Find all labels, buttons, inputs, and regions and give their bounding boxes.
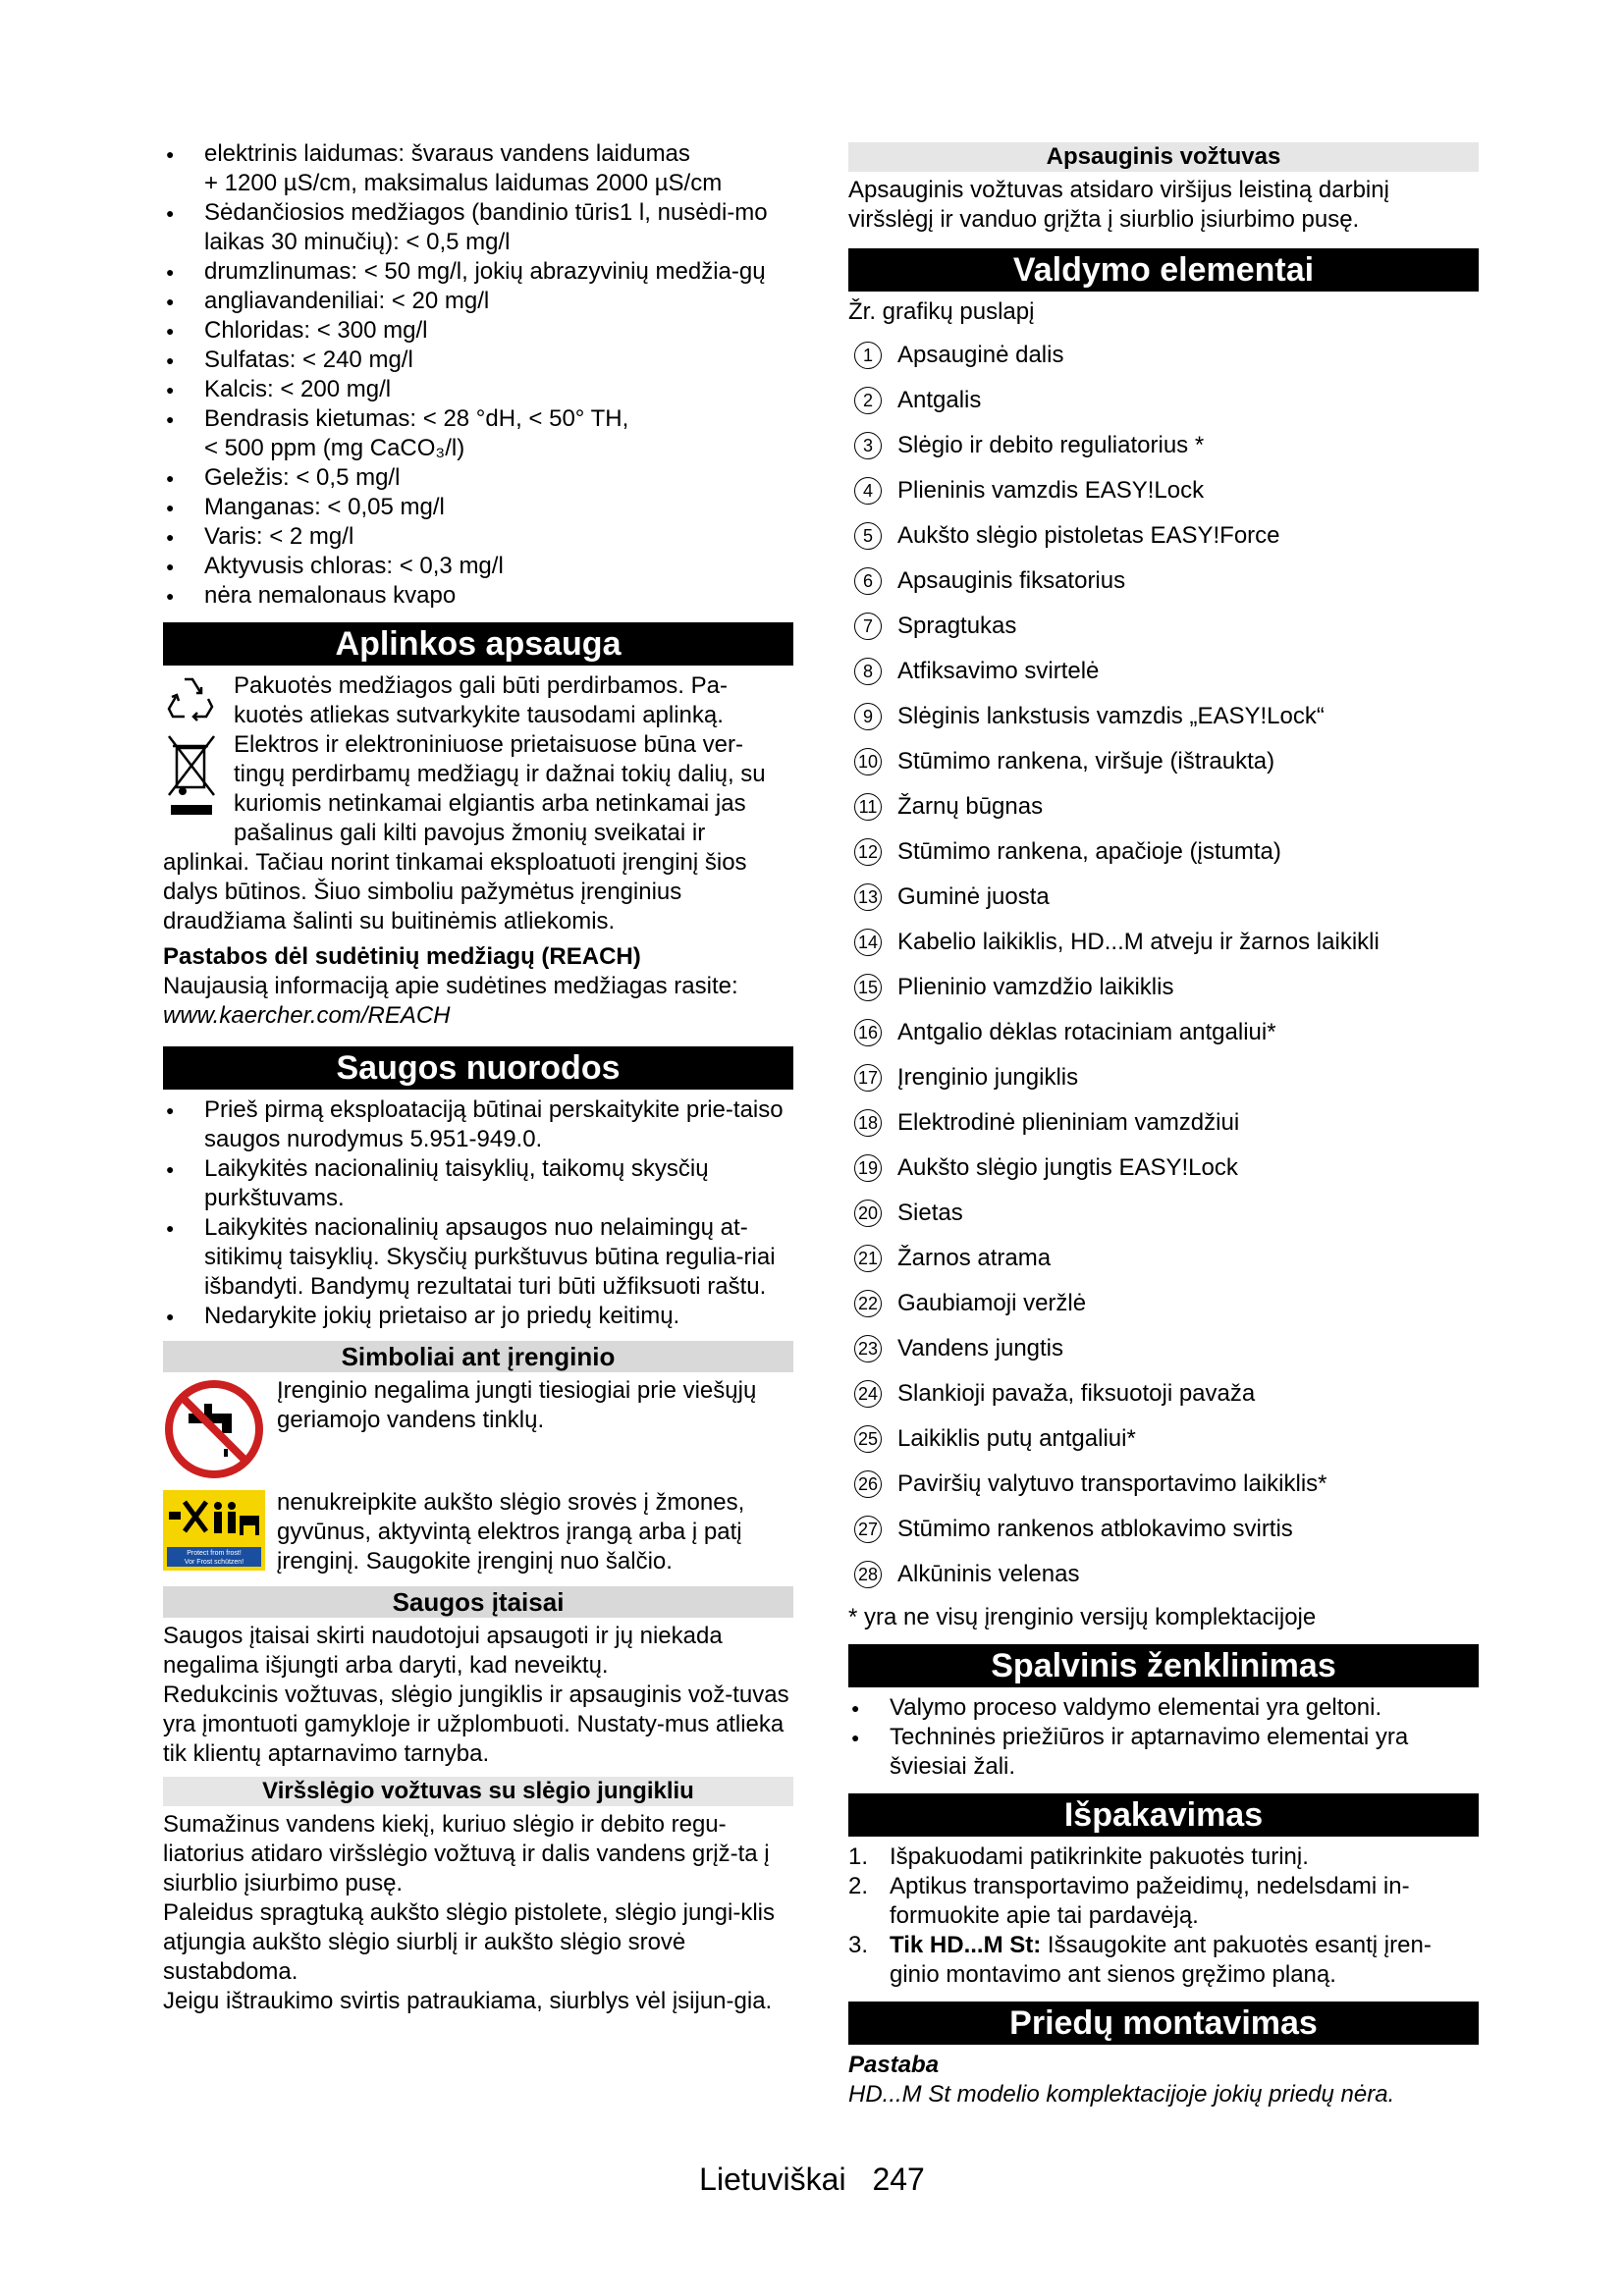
safety-item: ● Prieš pirmą eksploataciją būtinai perskaitykite prie-taiso saugos nurodymus 5.951-949.0. bbox=[163, 1095, 793, 1154]
callout-number: 25 bbox=[854, 1425, 882, 1453]
control-label: Aukšto slėgio jungtis EASY!Lock bbox=[897, 1154, 1238, 1181]
control-item bbox=[848, 1515, 1479, 1544]
callout-number: 17 bbox=[854, 1064, 882, 1092]
spec-item: ● Bendrasis kietumas: < 28 °dH, < 50° TH, < 500 ppm (mg CaCO₃/l) bbox=[163, 404, 793, 463]
heading-color-coding: Spalvinis ženklinimas bbox=[848, 1644, 1479, 1687]
no-tap-icon bbox=[163, 1378, 265, 1488]
control-label: Antgalis bbox=[897, 387, 982, 413]
callout-number: 7 bbox=[854, 613, 882, 640]
control-item bbox=[848, 341, 1479, 370]
callout-number: 12 bbox=[854, 838, 882, 866]
control-item bbox=[848, 657, 1479, 686]
safety-item: ● Laikykitės nacionalinių taisyklių, taikomų skysčių purkštuvams. bbox=[163, 1154, 793, 1213]
unpack-list bbox=[848, 1842, 1479, 1990]
reach-text: Naujausią informaciją apie sudėtines medžiagas rasite: bbox=[163, 973, 738, 999]
step-number: 2. bbox=[848, 1873, 869, 1899]
control-label: Žarnų būgnas bbox=[897, 793, 1044, 820]
control-item bbox=[848, 792, 1479, 822]
controls-list bbox=[848, 341, 1479, 1589]
control-item bbox=[848, 1153, 1479, 1183]
recycle-icon bbox=[163, 673, 220, 732]
callout-number: 13 bbox=[854, 883, 882, 911]
callout-number: 21 bbox=[854, 1245, 882, 1272]
control-item bbox=[848, 973, 1479, 1002]
heading-controls: Valdymo elementai bbox=[848, 248, 1479, 292]
control-label: Plieninis vamzdis EASY!Lock bbox=[897, 477, 1205, 504]
safety-item: ● Laikykitės nacionalinių apsaugos nuo nelaimingų at-sitikimų taisyklių. Skysčių purkštuvus būtina regulia-riai išbandyti. Bandymų rezultatai turi būti užfiksuoti raštu. bbox=[163, 1213, 793, 1302]
control-label: Spragtukas bbox=[897, 613, 1017, 639]
control-item bbox=[848, 837, 1479, 867]
unpack-step bbox=[848, 1842, 1479, 1872]
control-label: Stūmimo rankena, apačioje (įstumta) bbox=[897, 838, 1281, 865]
safety-item: ● Nedarykite jokių prietaiso ar jo priedų keitimų. bbox=[163, 1302, 793, 1331]
heading-safety-devices: Saugos įtaisai bbox=[163, 1586, 793, 1618]
recycle-block bbox=[163, 671, 793, 730]
callout-number: 15 bbox=[854, 974, 882, 1001]
control-label: Antgalio dėklas rotaciniam antgaliui* bbox=[897, 1019, 1276, 1045]
controls-footnote: * yra ne visų įrenginio versijų komplektacijoje bbox=[848, 1604, 1317, 1630]
callout-number: 24 bbox=[854, 1380, 882, 1408]
spec-item: ● Sėdančiosios medžiagos (bandinio tūris1 l, nusėdi-mo laikas 30 minučių): < 0,5 mg/l bbox=[163, 198, 793, 257]
control-label: Plieninio vamzdžio laikiklis bbox=[897, 974, 1174, 1000]
heading-unpacking: Išpakavimas bbox=[848, 1793, 1479, 1837]
valve-text: Apsauginis vožtuvas atsidaro viršijus leistiną darbinį viršslėgį ir vanduo grįžta į siurblio įsiurbimo pusę. bbox=[848, 177, 1389, 233]
left-column bbox=[163, 139, 793, 2016]
footer-language: Lietuviškai bbox=[699, 2162, 846, 2197]
control-item bbox=[848, 1469, 1479, 1499]
control-label: Elektrodinė plieniniam vamzdžiui bbox=[897, 1109, 1240, 1136]
crossed-bin-icon bbox=[163, 732, 220, 827]
control-label: Stūmimo rankena, viršuje (ištraukta) bbox=[897, 748, 1275, 774]
callout-number: 6 bbox=[854, 567, 882, 595]
control-item bbox=[848, 612, 1479, 641]
color-list bbox=[848, 1693, 1479, 1782]
control-item bbox=[848, 747, 1479, 776]
control-label: Sietas bbox=[897, 1200, 963, 1226]
unpack-step bbox=[848, 1931, 1479, 1990]
callout-number: 20 bbox=[854, 1200, 882, 1227]
heading-symbols: Simboliai ant įrenginio bbox=[163, 1341, 793, 1372]
callout-number: 8 bbox=[854, 658, 882, 685]
callout-number: 9 bbox=[854, 703, 882, 730]
control-label: Įrenginio jungiklis bbox=[897, 1064, 1079, 1091]
symbol-do-not-spray bbox=[163, 1488, 793, 1576]
callout-number: 28 bbox=[854, 1561, 882, 1588]
control-label: Slėginis lankstusis vamzdis „EASY!Lock“ bbox=[897, 703, 1325, 729]
spec-item: ● drumzlinumas: < 50 mg/l, jokių abrazyvinių medžia-gų bbox=[163, 257, 793, 287]
right-column bbox=[848, 142, 1479, 2109]
control-item bbox=[848, 1108, 1479, 1138]
overpressure-text-3: Jeigu ištraukimo svirtis patraukiama, siurblys vėl įsijun-gia. bbox=[163, 1988, 773, 2014]
callout-number: 5 bbox=[854, 522, 882, 550]
control-label: Vandens jungtis bbox=[897, 1335, 1064, 1362]
control-item bbox=[848, 1018, 1479, 1047]
spec-item: ● Varis: < 2 mg/l bbox=[163, 522, 793, 552]
safety-list bbox=[163, 1095, 793, 1331]
control-label: Paviršių valytuvo transportavimo laikiklis* bbox=[897, 1470, 1327, 1497]
control-label: Alkūninis velenas bbox=[897, 1561, 1080, 1587]
spec-item: ● angliavandeniliai: < 20 mg/l bbox=[163, 287, 793, 316]
symbol2-text: nenukreipkite aukšto slėgio srovės į žmones, gyvūnus, aktyvintą elektros įrangą arba į patį įrenginį. Saugokite įrenginį nuo šalčio. bbox=[277, 1489, 745, 1575]
control-label: Atfiksavimo svirtelė bbox=[897, 658, 1100, 684]
control-item bbox=[848, 1334, 1479, 1363]
control-item bbox=[848, 1244, 1479, 1273]
control-label: Žarnos atrama bbox=[897, 1245, 1052, 1271]
controls-intro: Žr. grafikų puslapį bbox=[848, 298, 1035, 325]
callout-number: 22 bbox=[854, 1290, 882, 1317]
step-text: Aptikus transportavimo pažeidimų, nedelsdami in-formuokite apie tai pardavėją. bbox=[890, 1873, 1410, 1929]
reach-title: Pastabos dėl sudėtinių medžiagų (REACH) bbox=[163, 943, 641, 970]
control-label: Aukšto slėgio pistoletas EASY!Force bbox=[897, 522, 1280, 549]
water-spec-list bbox=[163, 139, 793, 611]
step-number: 1. bbox=[848, 1843, 869, 1870]
control-item bbox=[848, 1379, 1479, 1409]
warning-spray-icon bbox=[163, 1490, 265, 1578]
heading-accessories: Priedų montavimas bbox=[848, 2002, 1479, 2045]
frost-label-en: Protect from frost! bbox=[187, 1550, 242, 1557]
callout-number: 10 bbox=[854, 748, 882, 775]
note-title: Pastaba bbox=[848, 2052, 940, 2078]
callout-number: 23 bbox=[854, 1335, 882, 1362]
callout-number: 18 bbox=[854, 1109, 882, 1137]
unpack-step bbox=[848, 1872, 1479, 1931]
control-label: Apsauginis fiksatorius bbox=[897, 567, 1126, 594]
control-item bbox=[848, 1199, 1479, 1228]
step-text: Išpakuodami patikrinkite pakuotės turinį. bbox=[890, 1843, 1309, 1870]
weee-text: Elektros ir elektroniniuose prietaisuose būna ver-tingų perdirbamų medžiagų ir dažnai tokių dalių, su kuriomis netinkamai elgiantis arba netinkamai jas pašalinus gali kilti pavojus žmonių sveikatai ir bbox=[234, 731, 766, 846]
control-label: Kabelio laikiklis, HD...M atveju ir žarnos laikikli bbox=[897, 929, 1380, 955]
spec-item: ● Aktyvusis chloras: < 0,3 mg/l bbox=[163, 552, 793, 581]
control-label: Slankioji pavaža, fiksuotoji pavaža bbox=[897, 1380, 1256, 1407]
control-item bbox=[848, 702, 1479, 731]
symbol-no-drinking-water bbox=[163, 1376, 793, 1482]
note-text: HD...M St modelio komplektacijoje jokių priedų nėra. bbox=[848, 2081, 1395, 2108]
spec-item: ● nėra nemalonaus kvapo bbox=[163, 581, 793, 611]
control-item bbox=[848, 476, 1479, 506]
callout-number: 26 bbox=[854, 1470, 882, 1498]
control-label: Laikiklis putų antgaliui* bbox=[897, 1425, 1136, 1452]
control-label: Guminė juosta bbox=[897, 883, 1050, 910]
callout-number: 16 bbox=[854, 1019, 882, 1046]
callout-number: 2 bbox=[854, 387, 882, 414]
control-label: Slėgio ir debito reguliatorius * bbox=[897, 432, 1205, 458]
control-item bbox=[848, 431, 1479, 460]
weee-block bbox=[163, 730, 793, 848]
control-item bbox=[848, 1560, 1479, 1589]
callout-number: 19 bbox=[854, 1154, 882, 1182]
overpressure-text-2: Paleidus spragtuką aukšto slėgio pistolete, slėgio jungi-klis atjungia aukšto slėgio siurblį ir aukšto slėgio srovė sustabdoma. bbox=[163, 1899, 776, 1985]
symbol1-text: Įrenginio negalima jungti tiesiogiai prie viešųjų geriamojo vandens tinklų. bbox=[277, 1377, 757, 1433]
heading-safety-valve: Apsauginis vožtuvas bbox=[848, 142, 1479, 172]
control-label: Stūmimo rankenos atblokavimo svirtis bbox=[897, 1516, 1293, 1542]
callout-number: 3 bbox=[854, 432, 882, 459]
step-text: Išsaugokite ant pakuotės esantį įren-ginio montavimo ant sienos gręžimo planą. bbox=[890, 1932, 1432, 1988]
devices-text-2: Redukcinis vožtuvas, slėgio jungiklis ir apsauginis vož-tuvas yra įmontuoti gamykloje ir užplombuoti. Nustaty-mus atlieka tik klientų aptarnavimo tarnyba. bbox=[163, 1682, 789, 1767]
callout-number: 11 bbox=[854, 793, 882, 821]
spec-item: ● Manganas: < 0,05 mg/l bbox=[163, 493, 793, 522]
color-item: ● Techninės priežiūros ir aptarnavimo elementai yra šviesiai žali. bbox=[848, 1723, 1479, 1782]
spec-item: ● Geležis: < 0,5 mg/l bbox=[163, 463, 793, 493]
control-label: Gaubiamoji veržlė bbox=[897, 1290, 1087, 1316]
heading-environment: Aplinkos apsauga bbox=[163, 622, 793, 666]
control-item bbox=[848, 928, 1479, 957]
step-number: 3. bbox=[848, 1932, 869, 1958]
spec-item: ● elektrinis laidumas: švaraus vandens laidumas + 1200 µS/cm, maksimalus laidumas 2000 µS/cm bbox=[163, 139, 793, 198]
control-item bbox=[848, 882, 1479, 912]
reach-url-link[interactable]: www.kaercher.com/REACH bbox=[163, 1002, 451, 1029]
devices-text: Saugos įtaisai skirti naudotojui apsaugoti ir jų niekada negalima išjungti arba daryti, kad neveiktų. bbox=[163, 1623, 723, 1679]
color-item: ● Valymo proceso valdymo elementai yra geltoni. bbox=[848, 1693, 1479, 1723]
step-bold: Tik HD...M St: bbox=[890, 1932, 1042, 1958]
heading-safety: Saugos nuorodos bbox=[163, 1046, 793, 1090]
weee-text-continued: aplinkai. Tačiau norint tinkamai eksploatuoti įrenginį šios dalys būtinos. Šiuo simboliu pažymėtus įrenginius draudžiama šalinti su buitinėmis atliekomis. bbox=[163, 849, 747, 934]
callout-number: 27 bbox=[854, 1516, 882, 1543]
spec-item: ● Sulfatas: < 240 mg/l bbox=[163, 346, 793, 375]
heading-overpressure-valve: Viršslėgio vožtuvas su slėgio jungikliu bbox=[163, 1777, 793, 1806]
callout-number: 4 bbox=[854, 477, 882, 505]
control-item bbox=[848, 1063, 1479, 1093]
callout-number: 1 bbox=[854, 342, 882, 369]
page-footer bbox=[0, 2162, 1624, 2198]
control-item bbox=[848, 1424, 1479, 1454]
control-item bbox=[848, 386, 1479, 415]
frost-label-de: Vor Frost schützen! bbox=[184, 1559, 244, 1566]
spec-item: ● Chloridas: < 300 mg/l bbox=[163, 316, 793, 346]
overpressure-text: Sumažinus vandens kiekį, kuriuo slėgio ir debito regu-liatorius atidaro viršslėgio vožtuvą ir dalis vandens grįž-ta į siurblio įsiurbimo pusę. bbox=[163, 1811, 770, 1896]
callout-number: 14 bbox=[854, 929, 882, 956]
spec-item: ● Kalcis: < 200 mg/l bbox=[163, 375, 793, 404]
control-item bbox=[848, 521, 1479, 551]
recycle-text: Pakuotės medžiagos gali būti perdirbamos. Pa-kuotės atliekas sutvarkykite tausodami aplinką. bbox=[234, 672, 728, 728]
control-item bbox=[848, 1289, 1479, 1318]
control-item bbox=[848, 566, 1479, 596]
control-label: Apsauginė dalis bbox=[897, 342, 1064, 368]
page-number: 247 bbox=[872, 2162, 925, 2197]
